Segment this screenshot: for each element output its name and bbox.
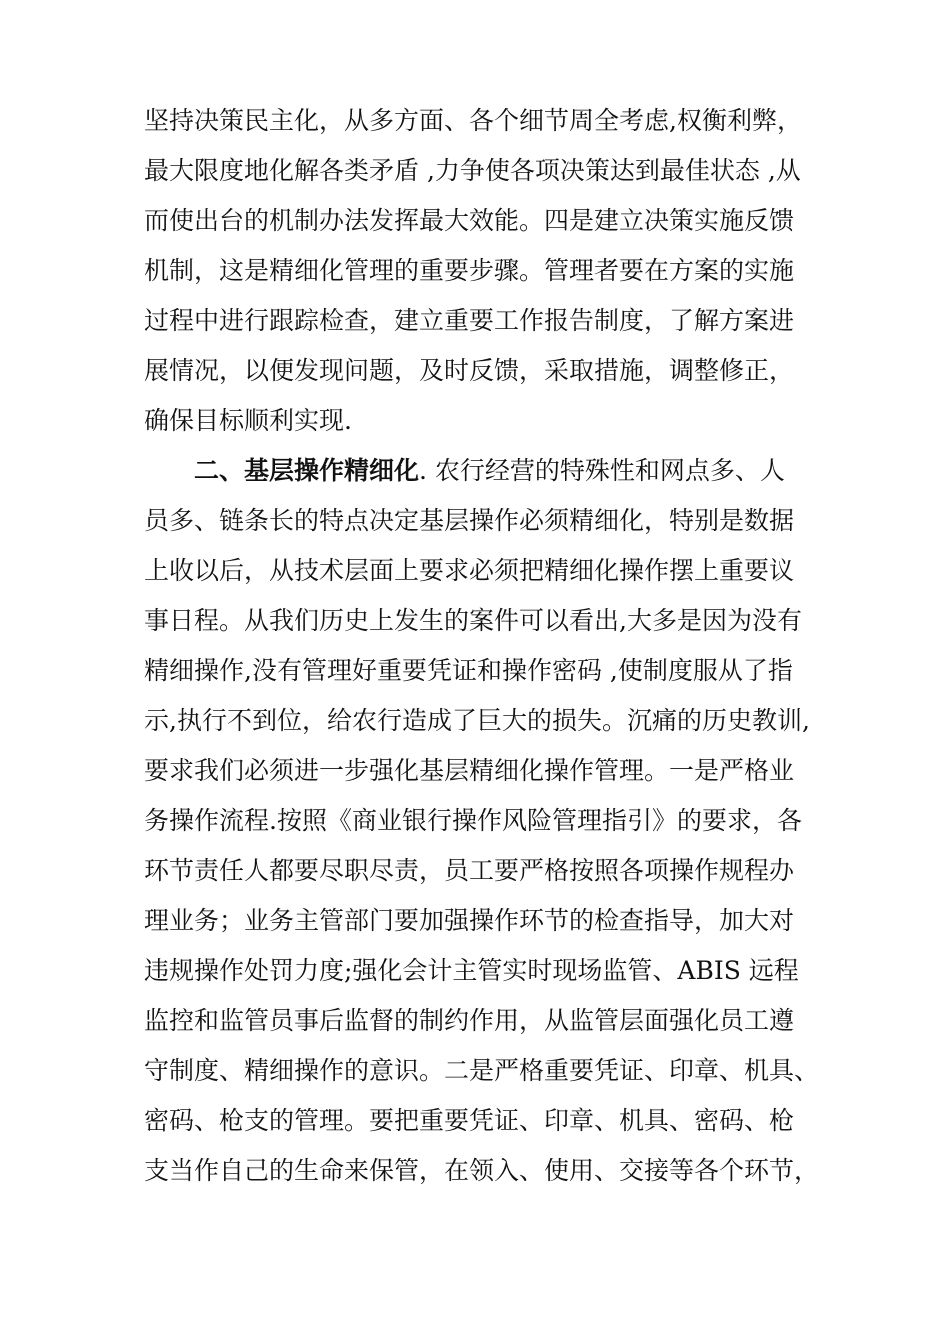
text-line: 支当作自己的生命来保管，在领入、使用、交接等各个环节， [144,1156,820,1185]
section-heading: 二、基层操作精细化 [194,456,420,485]
text-line: 确保目标顺利实现. [144,406,352,435]
text-line: 而使出台的机制办法发挥最大效能。四是建立决策实施反馈 [144,206,795,235]
text-line: 监控和监管员事后监督的制约作用，从监管层面强化员工遵 [144,1006,795,1035]
text-line: 违规操作处罚力度;强化会计主管实时现场监管、ABIS 远程 [144,956,799,985]
body-text [144,96,844,1196]
text-line: 机制，这是精细化管理的重要步骤。管理者要在方案的实施 [144,256,795,285]
text-line: 务操作流程.按照《商业银行操作风险管理指引》的要求，各 [144,806,802,835]
text-line: 要求我们必须进一步强化基层精细化操作管理。一是严格业 [144,756,795,785]
text-line: 上收以后，从技术层面上要求必须把精细化操作摆上重要议 [144,556,795,585]
text-line: 员多、链条长的特点决定基层操作必须精细化，特别是数据 [144,506,795,535]
text-line: 理业务；业务主管部门要加强操作环节的检查指导，加大对 [144,906,795,935]
text-run: . 农行经营的特殊性和网点多、人 [419,456,785,485]
text-line: 环节责任人都要尽职尽责，员工要严格按照各项操作规程办 [144,856,795,885]
paragraph-decision-feedback [144,96,844,446]
text-line: 展情况，以便发现问题，及时反馈，采取措施，调整修正， [144,356,795,385]
text-line: 坚持决策民主化，从多方面、各个细节周全考虑,权衡利弊， [144,106,802,135]
text-line-first [144,446,844,496]
text-line: 过程中进行跟踪检查，建立重要工作报告制度，了解方案进 [144,306,795,335]
text-line: 精细操作,没有管理好重要凭证和操作密码 ,使制度服从了指 [144,656,793,685]
text-line: 最大限度地化解各类矛盾 ,力争使各项决策达到最佳状态 ,从 [144,156,801,185]
paragraph-grassroots-operation [144,446,844,1196]
text-line: 密码、枪支的管理。要把重要凭证、印章、机具、密码、枪 [144,1106,795,1135]
text-line: 示,执行不到位，给农行造成了巨大的损失。沉痛的历史教训, [144,706,810,735]
text-line: 事日程。从我们历史上发生的案件可以看出,大多是因为没有 [144,606,802,635]
text-line: 守制度、精细操作的意识。二是严格重要凭证、印章、机具、 [144,1056,820,1085]
